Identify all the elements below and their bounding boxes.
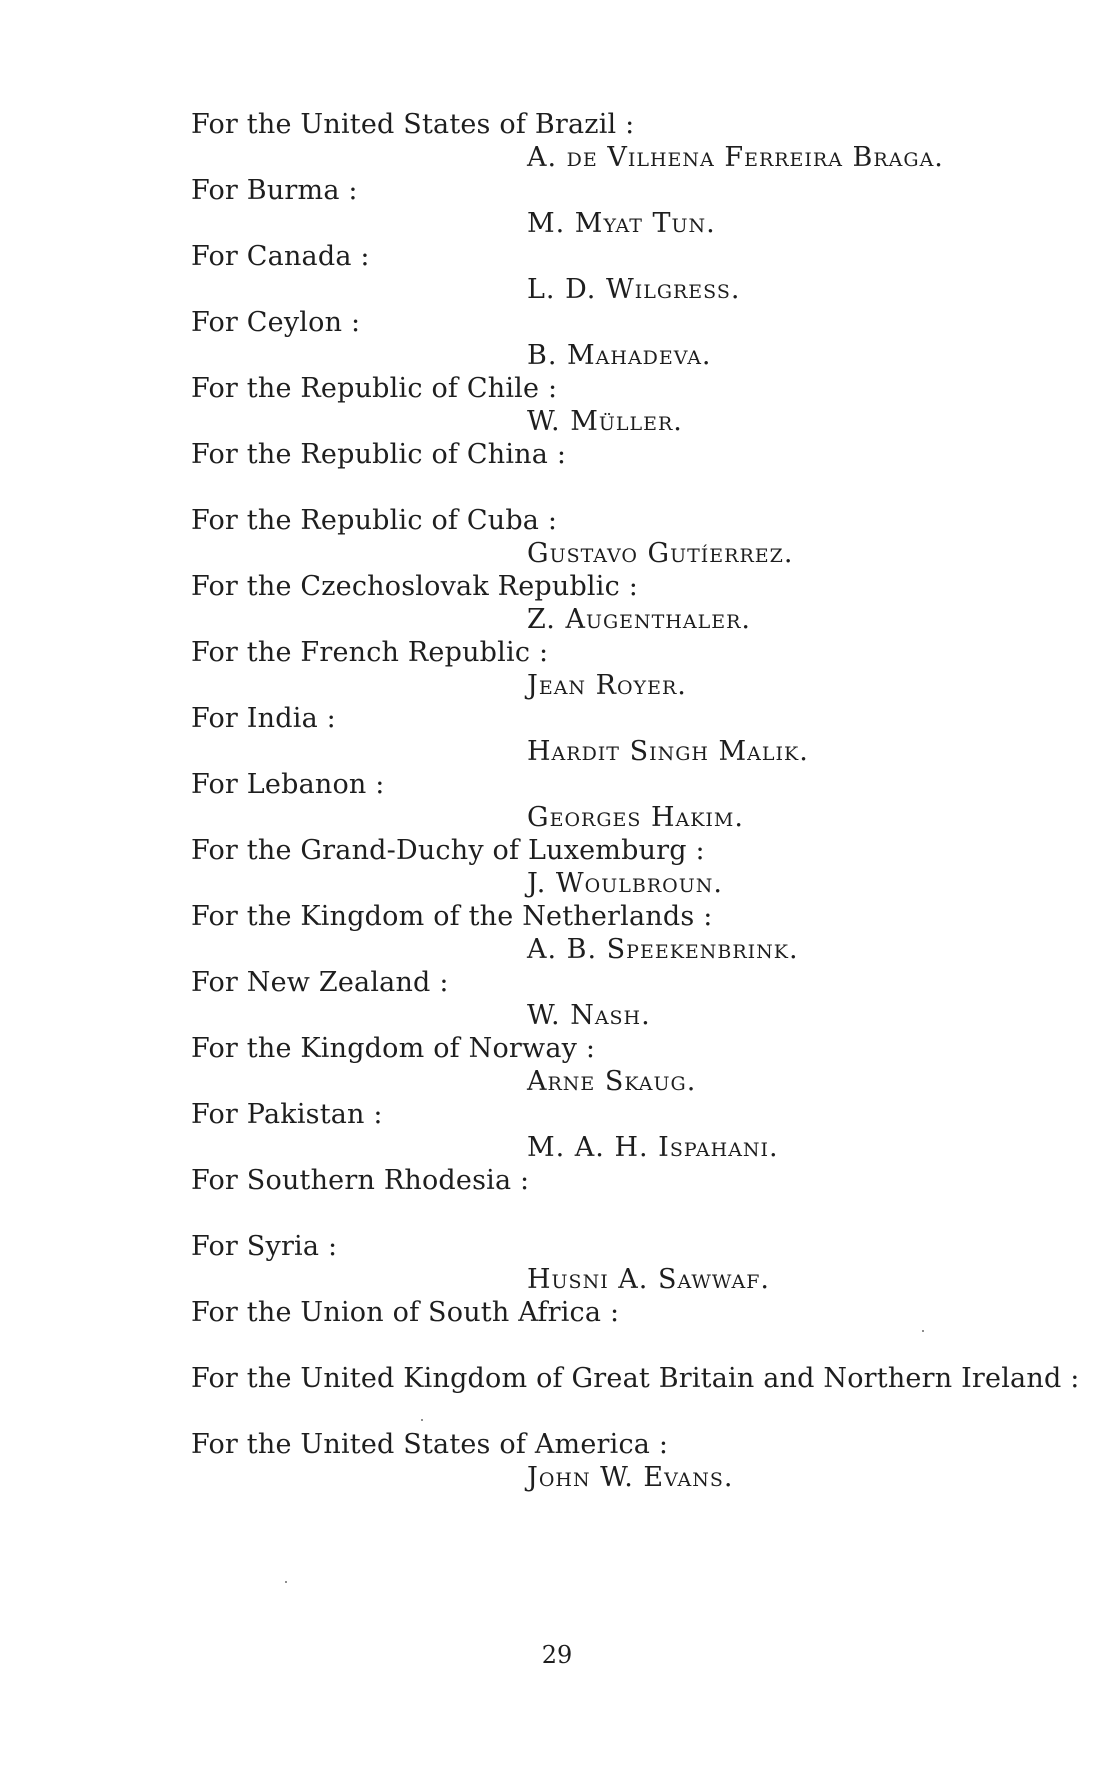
signatory-entry-lebanon: [191, 768, 1031, 834]
page-number: 29: [541, 1641, 573, 1669]
print-speck: [922, 1330, 924, 1332]
country-label: For the Republic of Cuba :: [191, 505, 558, 536]
country-label: For the Republic of China :: [191, 439, 567, 470]
signatory-name: John W. Evans.: [527, 1462, 734, 1493]
country-label: For New Zealand :: [191, 967, 449, 998]
country-label: For Canada :: [191, 241, 370, 272]
signatory-name: [527, 471, 1031, 504]
signatory-entry-canada: [191, 240, 1031, 306]
signatory-entry-southern-rhodesia: [191, 1164, 1031, 1230]
signatory-name: Hardit Singh Malik.: [527, 736, 809, 767]
signatory-name: L. D. Wilgress.: [527, 274, 741, 305]
print-speck: [285, 1581, 287, 1583]
signatory-name: Z. Augenthaler.: [527, 604, 751, 635]
signatory-name: J. Woulbroun.: [527, 868, 723, 899]
signatory-name: A. B. Speekenbrink.: [527, 934, 799, 965]
signatory-entry-chile: [191, 372, 1031, 438]
country-label: For the United States of Brazil :: [191, 109, 635, 140]
signatory-entry-czechoslovakia: [191, 570, 1031, 636]
signatory-entry-netherlands: [191, 900, 1031, 966]
signatory-name: Husni A. Sawwaf.: [527, 1264, 770, 1295]
signatory-entry-china: [191, 438, 1031, 504]
signatory-name: [527, 1197, 1031, 1230]
country-label: For Burma :: [191, 175, 358, 206]
signatory-name: A. de Vilhena Ferreira Braga.: [527, 142, 944, 173]
signatory-name: W. Nash.: [527, 1000, 651, 1031]
country-label: For the United States of America :: [191, 1429, 669, 1460]
signatory-entry-syria: [191, 1230, 1031, 1296]
country-label: For Syria :: [191, 1231, 338, 1262]
country-label: For India :: [191, 703, 336, 734]
signatory-entry-india: [191, 702, 1031, 768]
signatory-entry-burma: [191, 174, 1031, 240]
country-label: For Pakistan :: [191, 1099, 383, 1130]
signatory-entry-pakistan: [191, 1098, 1031, 1164]
signatory-entry-south-africa: [191, 1296, 1031, 1362]
signatory-name: Arne Skaug.: [527, 1066, 697, 1097]
signatory-name: B. Mahadeva.: [527, 340, 712, 371]
signatory-name: [527, 1329, 1031, 1362]
country-label: For the United Kingdom of Great Britain and Northern Ireland :: [191, 1363, 1080, 1394]
country-label: For the Grand-Duchy of Luxemburg :: [191, 835, 705, 866]
signatory-entry-cuba: [191, 504, 1031, 570]
signatory-name: Gustavo Gutíerrez.: [527, 538, 794, 569]
print-speck: [421, 1419, 423, 1421]
country-label: For the Kingdom of Norway :: [191, 1033, 596, 1064]
signatory-name: M. Myat Tun.: [527, 208, 716, 239]
signatory-entry-united-kingdom: [191, 1362, 1080, 1428]
country-label: For Southern Rhodesia :: [191, 1165, 530, 1196]
country-label: For Ceylon :: [191, 307, 361, 338]
country-label: For the Union of South Africa :: [191, 1297, 620, 1328]
signatory-name: Georges Hakim.: [527, 802, 744, 833]
country-label: For the Republic of Chile :: [191, 373, 558, 404]
signatory-entry-france: [191, 636, 1031, 702]
signatory-entry-brazil: [191, 108, 1031, 174]
signatory-name: M. A. H. Ispahani.: [527, 1132, 779, 1163]
country-label: For the Kingdom of the Netherlands :: [191, 901, 713, 932]
signatory-entry-luxemburg: [191, 834, 1031, 900]
signatory-name: Jean Royer.: [527, 670, 687, 701]
signatory-entry-norway: [191, 1032, 1031, 1098]
signatory-entry-ceylon: [191, 306, 1031, 372]
signatory-name: W. Müller.: [527, 406, 683, 437]
country-label: For Lebanon :: [191, 769, 385, 800]
signatories-list: [191, 108, 1080, 1494]
country-label: For the Czechoslovak Republic :: [191, 571, 639, 602]
signatory-name: [527, 1395, 1031, 1428]
signatory-entry-united-states: [191, 1428, 1031, 1494]
country-label: For the French Republic :: [191, 637, 549, 668]
signatory-entry-new-zealand: [191, 966, 1031, 1032]
